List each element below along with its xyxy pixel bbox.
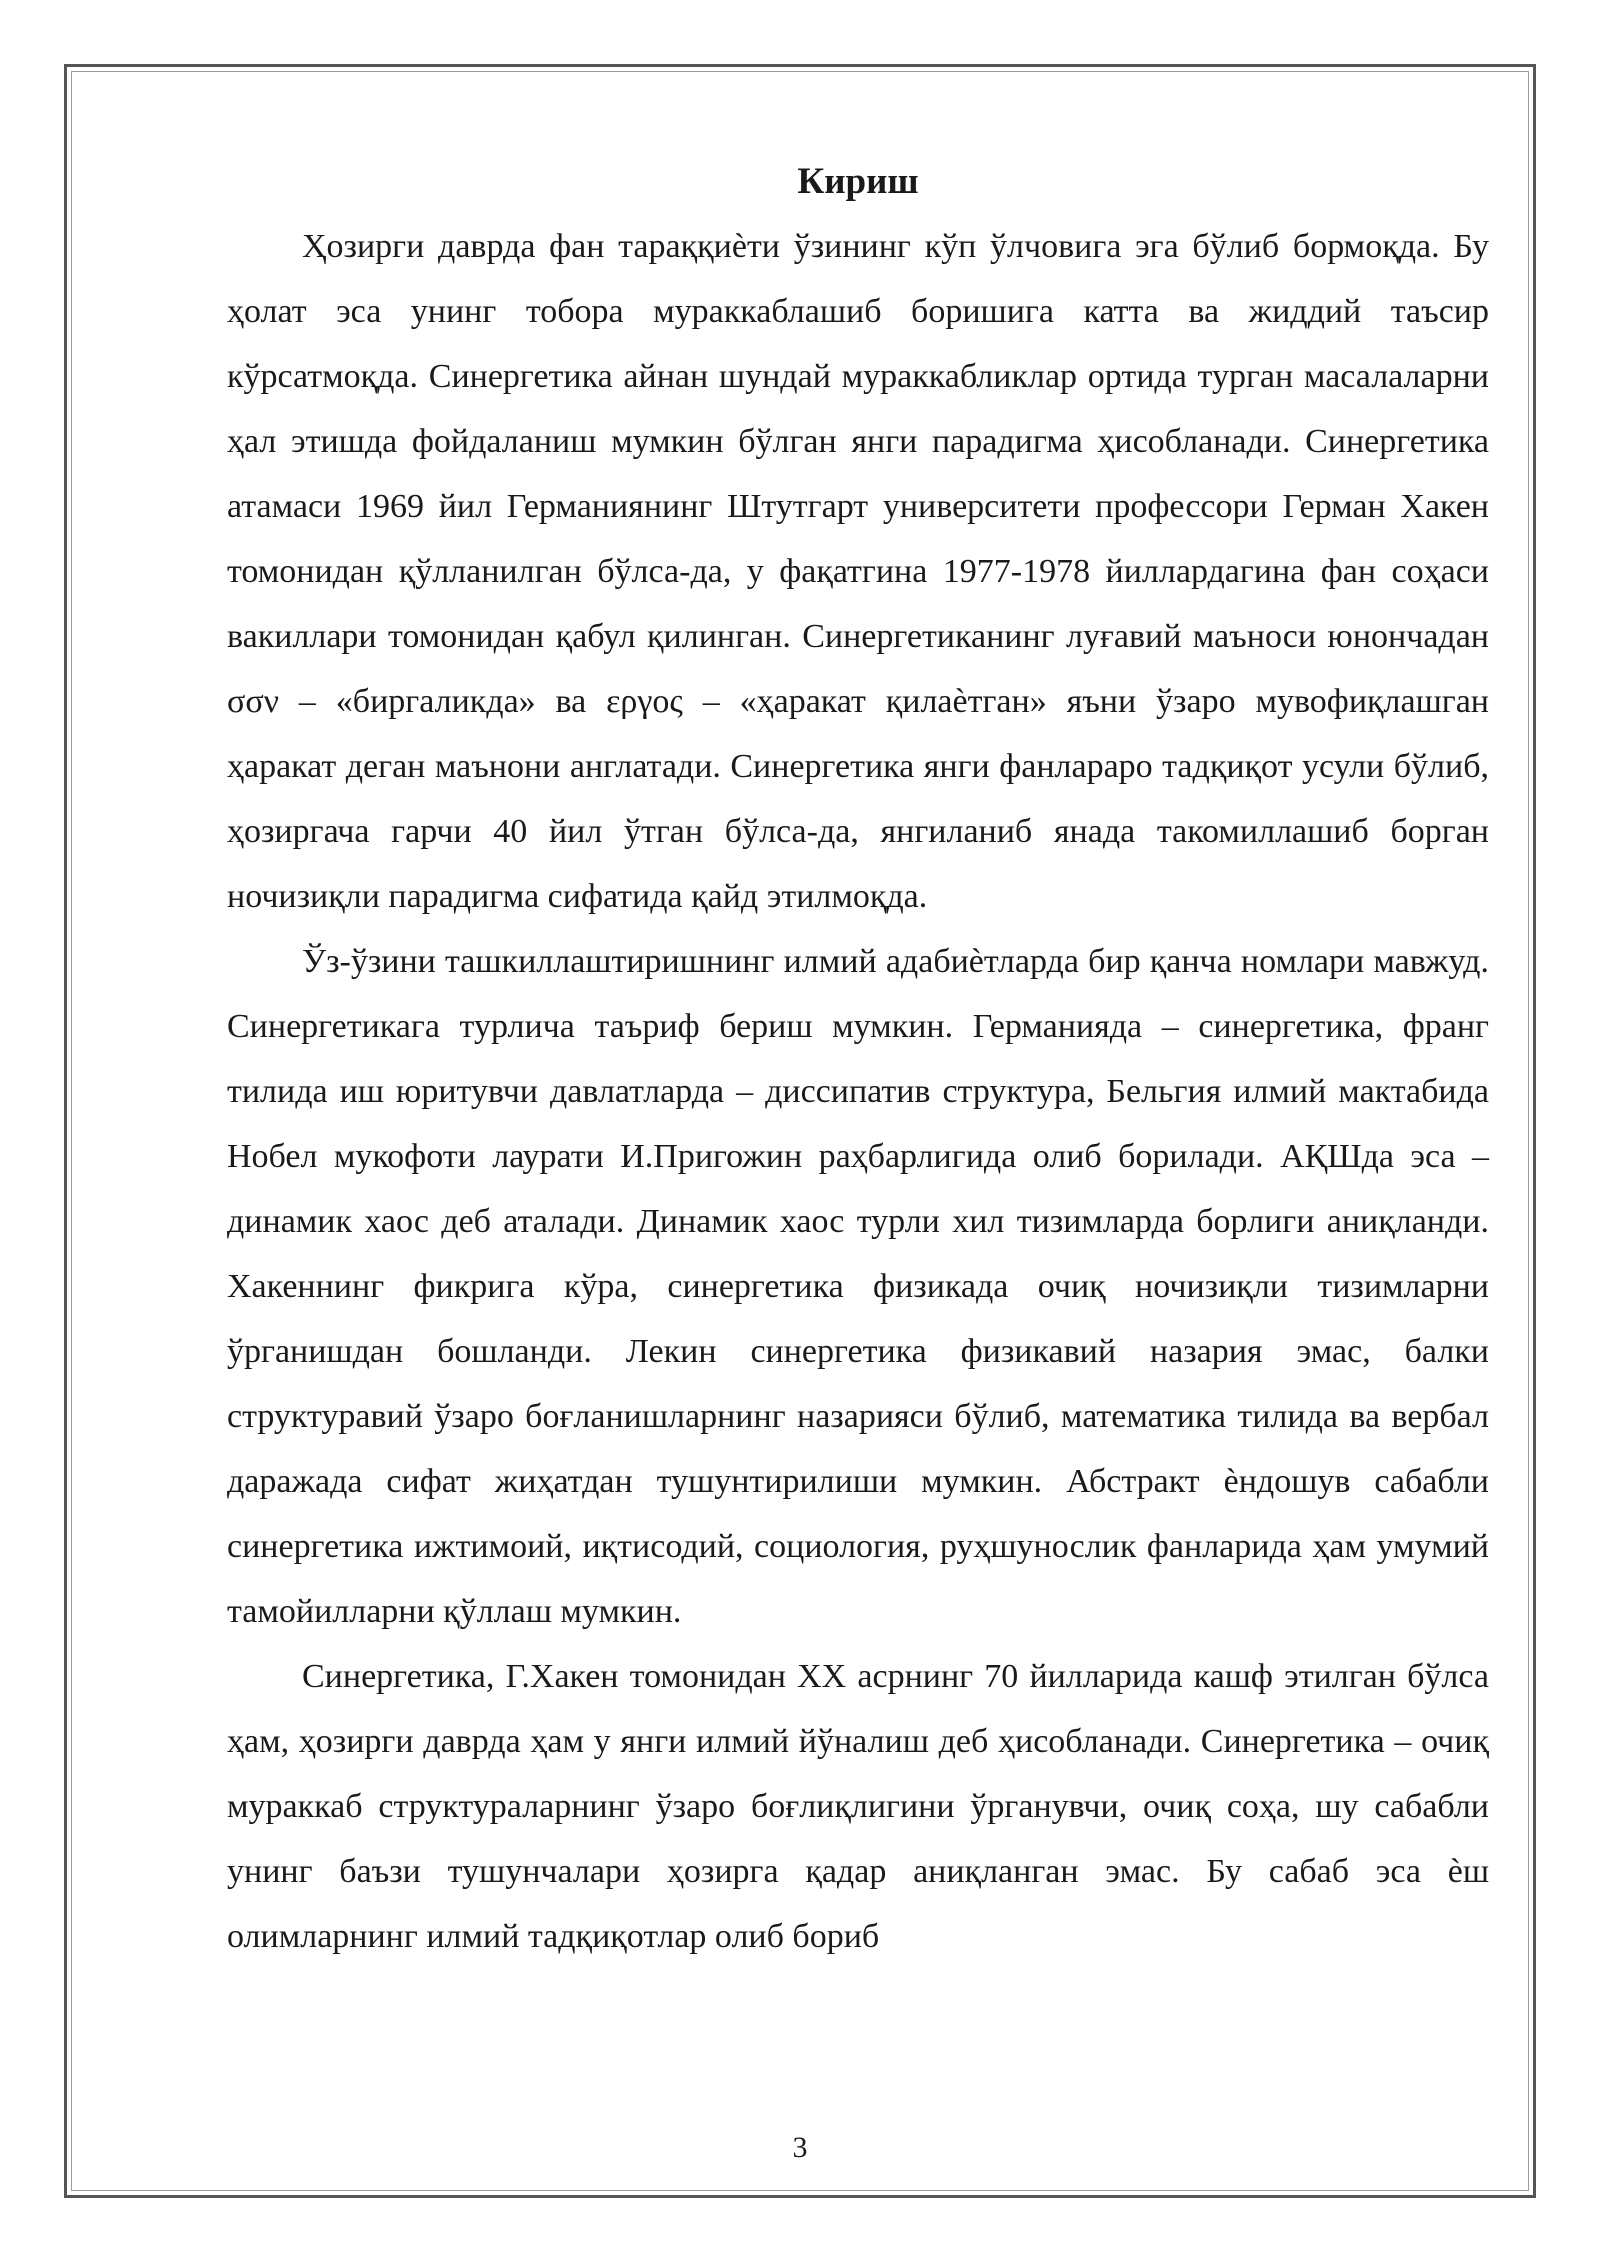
- document-title: Кириш: [797, 161, 919, 202]
- paragraph-1: Ҳозирги даврда фан тараққиѐти ўзининг кўп ўлчовига эга бўлиб бормоқда. Бу ҳолат эса унинг тобора мураккаблашиб боришига катта ва жиддий таъсир кўрсатмоқда. Синергетика айнан шундай мураккабликлар ортида турган масалаларни ҳал этишда фойдаланиш мумкин бўлган янги парадигма ҳисобланади. Синергетика атамаси 1969 йил Германиянинг Штутгарт университети профессори Герман Хакен томонидан қўлланилган бўлса-да, у фақатгина 1977-1978 йиллардагина фан соҳаси вакиллари томонидан қабул қилинган. Синергетиканинг луғавий маъноси юнончадан σσν – «биргаликда» ва εργος – «ҳаракат қилаѐтган» яъни ўзаро мувофиқлашган ҳаракат деган маънони англатади. Синергетика янги фанлараро тадқиқот усули бўлиб, ҳозиргача гарчи 40 йил ўтган бўлса-да, янгиланиб янада такомиллашиб борган ночизиқли парадигма сифатида қайд этилмоқда.: [227, 228, 1489, 915]
- page-number: 3: [792, 2131, 808, 2164]
- document-body: [227, 150, 1489, 1969]
- paragraph-3: Синергетика, Г.Хакен томонидан XX асрнинг 70 йилларида кашф этилган бўлса ҳам, ҳозирги даврда ҳам у янги илмий йўналиш деб ҳисобланади. Синергетика – очиқ мураккаб структураларнинг ўзаро боғлиқлигини ўрганувчи, очиқ соҳа, шу сабабли унинг баъзи тушунчалари ҳозирга қадар аниқланган эмас. Бу сабаб эса ѐш олимларнинг илмий тадқиқотлар олиб бориб: [227, 1658, 1489, 1955]
- paragraph-2: Ўз-ўзини ташкиллаштиришнинг илмий адабиѐтларда бир қанча номлари мавжуд. Синергетикага турлича таъриф бериш мумкин. Германияда – синергетика, франг тилида иш юритувчи давлатларда – диссипатив структура, Бельгия илмий мактабида Нобел мукофоти лаурати И.Пригожин раҳбарлигида олиб борилади. АҚШда эса – динамик хаос деб аталади. Динамик хаос турли хил тизимларда борлиги аниқланди. Хакеннинг фикрига кўра, синергетика физикада очиқ ночизиқли тизимларни ўрганишдан бошланди. Лекин синергетика физикавий назария эмас, балки структуравий ўзаро боғланишларнинг назарияси бўлиб, математика тилида ва вербал даражада сифат жиҳатдан тушунтирилиши мумкин. Абстракт ѐндошув сабабли синергетика ижтимоий, иқтисодий, социология, руҳшунослик фанларида ҳам умумий тамойилларни қўллаш мумкин.: [227, 943, 1489, 1630]
